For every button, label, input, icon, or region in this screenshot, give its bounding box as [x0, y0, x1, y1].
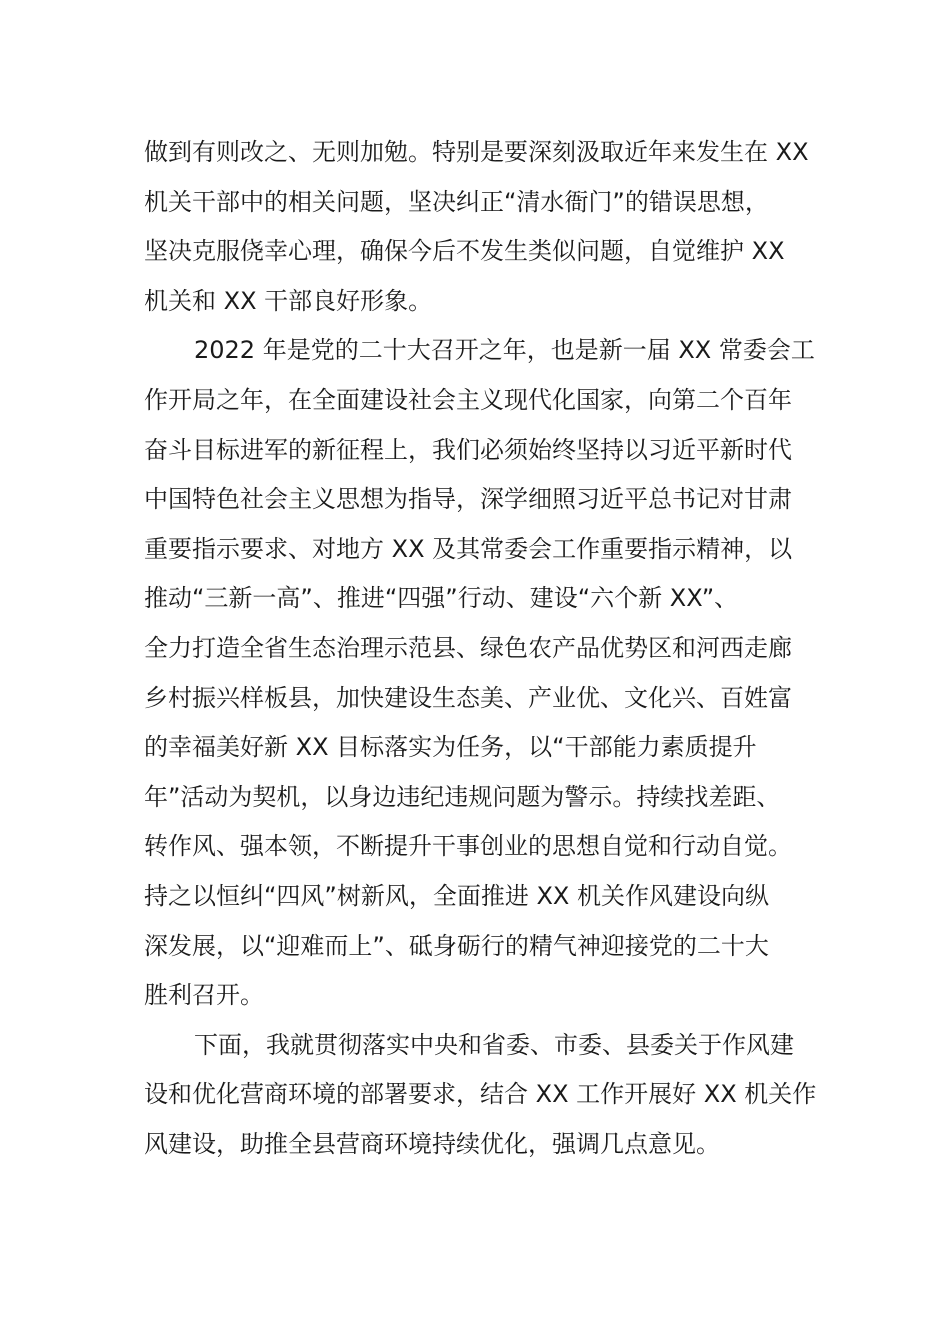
text-line: 的幸福美好新 XX 目标落实为任务，以“干部能力素质提升: [144, 733, 757, 762]
paragraph-first-line: 2022 年是党的二十大召开之年，也是新一届 XX 常委会工: [194, 336, 815, 365]
body-text: [144, 128, 817, 1169]
text-line: 机关干部中的相关问题，坚决纠正“清水衙门”的错误思想，: [144, 187, 769, 216]
paragraph-first-line: 下面，我就贯彻落实中央和省委、市委、县委关于作风建: [194, 1030, 794, 1059]
text-line: 坚决克服侥幸心理，确保今后不发生类似问题，自觉维护 XX: [144, 237, 785, 266]
text-line: 乡村振兴样板县，加快建设生态美、产业优、文化兴、百姓富: [144, 683, 792, 712]
text-line: 转作风、强本领，不断提升干事创业的思想自觉和行动自觉。: [144, 832, 792, 861]
text-line: 机关和 XX 干部良好形象。: [144, 286, 433, 315]
text-line: 中国特色社会主义思想为指导，深学细照习近平总书记对甘肃: [144, 485, 792, 514]
text-line: 深发展，以“迎难而上”、砥身砺行的精气神迎接党的二十大: [144, 931, 769, 960]
text-line: 作开局之年，在全面建设社会主义现代化国家，向第二个百年: [144, 385, 792, 414]
text-line: 奋斗目标进军的新征程上，我们必须始终坚持以习近平新时代: [144, 435, 792, 464]
text-line: 风建设，助推全县营商环境持续优化，强调几点意见。: [144, 1129, 720, 1158]
text-line: 持之以恒纠“四风”树新风，全面推进 XX 机关作风建设向纵: [144, 881, 770, 910]
text-line: 年”活动为契机，以身边违纪违规问题为警示。持续找差距、: [144, 782, 781, 811]
text-line: 胜利召开。: [144, 981, 264, 1010]
text-line: 重要指示要求、对地方 XX 及其常委会工作重要指示精神，以: [144, 534, 793, 563]
text-line: 全力打造全省生态治理示范县、绿色农产品优势区和河西走廊: [144, 633, 792, 662]
text-line: 设和优化营商环境的部署要求，结合 XX 工作开展好 XX 机关作: [144, 1080, 817, 1109]
text-line: 推动“三新一高”、推进“四强”行动、建设“六个新 XX”、: [144, 584, 739, 613]
text-line: 做到有则改之、无则加勉。特别是要深刻汲取近年来发生在 XX: [144, 138, 809, 166]
